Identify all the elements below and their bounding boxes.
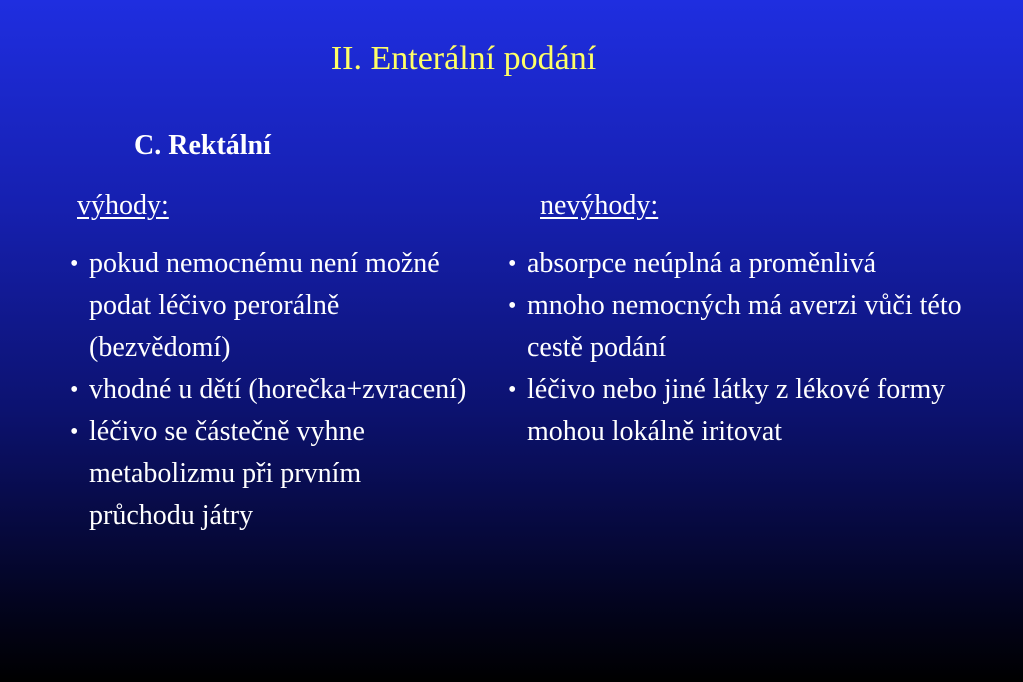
bullet-icon: • [70,377,79,403]
disadvantages-list [508,243,1008,453]
disadvantage-item [508,285,1008,369]
disadvantage-item [508,369,1008,453]
advantage-item-text: léčivo se částečně vyhne metabolizmu při prvním průchodu játry [89,416,365,531]
bullet-icon: • [508,251,517,277]
advantage-item-text: vhodné u dětí (horečka+zvracení) [89,374,467,405]
advantage-item-text: pokud nemocnému není možné podat léčivo perorálně (bezvědomí) [89,248,440,363]
disadvantage-item [508,243,1008,285]
advantage-item [70,243,470,369]
bullet-icon: • [70,419,79,445]
advantage-item [70,411,470,537]
bullet-icon: • [508,293,517,319]
disadvantage-item-text: absorpce neúplná a proměnlivá [527,248,877,279]
slide-subtitle: C. Rektální [134,130,271,161]
disadvantage-item-text: mnoho nemocných má averzi vůči této cestě podání [527,290,962,363]
advantages-heading: výhody: [77,190,169,221]
bullet-icon: • [508,377,517,403]
advantage-item [70,369,470,411]
advantages-list [70,243,470,537]
disadvantages-heading: nevýhody: [540,190,659,221]
bullet-icon: • [70,251,79,277]
slide-title [0,38,1023,80]
disadvantage-item-text: léčivo nebo jiné látky z lékové formy mohou lokálně iritovat [527,374,946,447]
slide-title-text: II. Enterální podání [330,40,597,77]
